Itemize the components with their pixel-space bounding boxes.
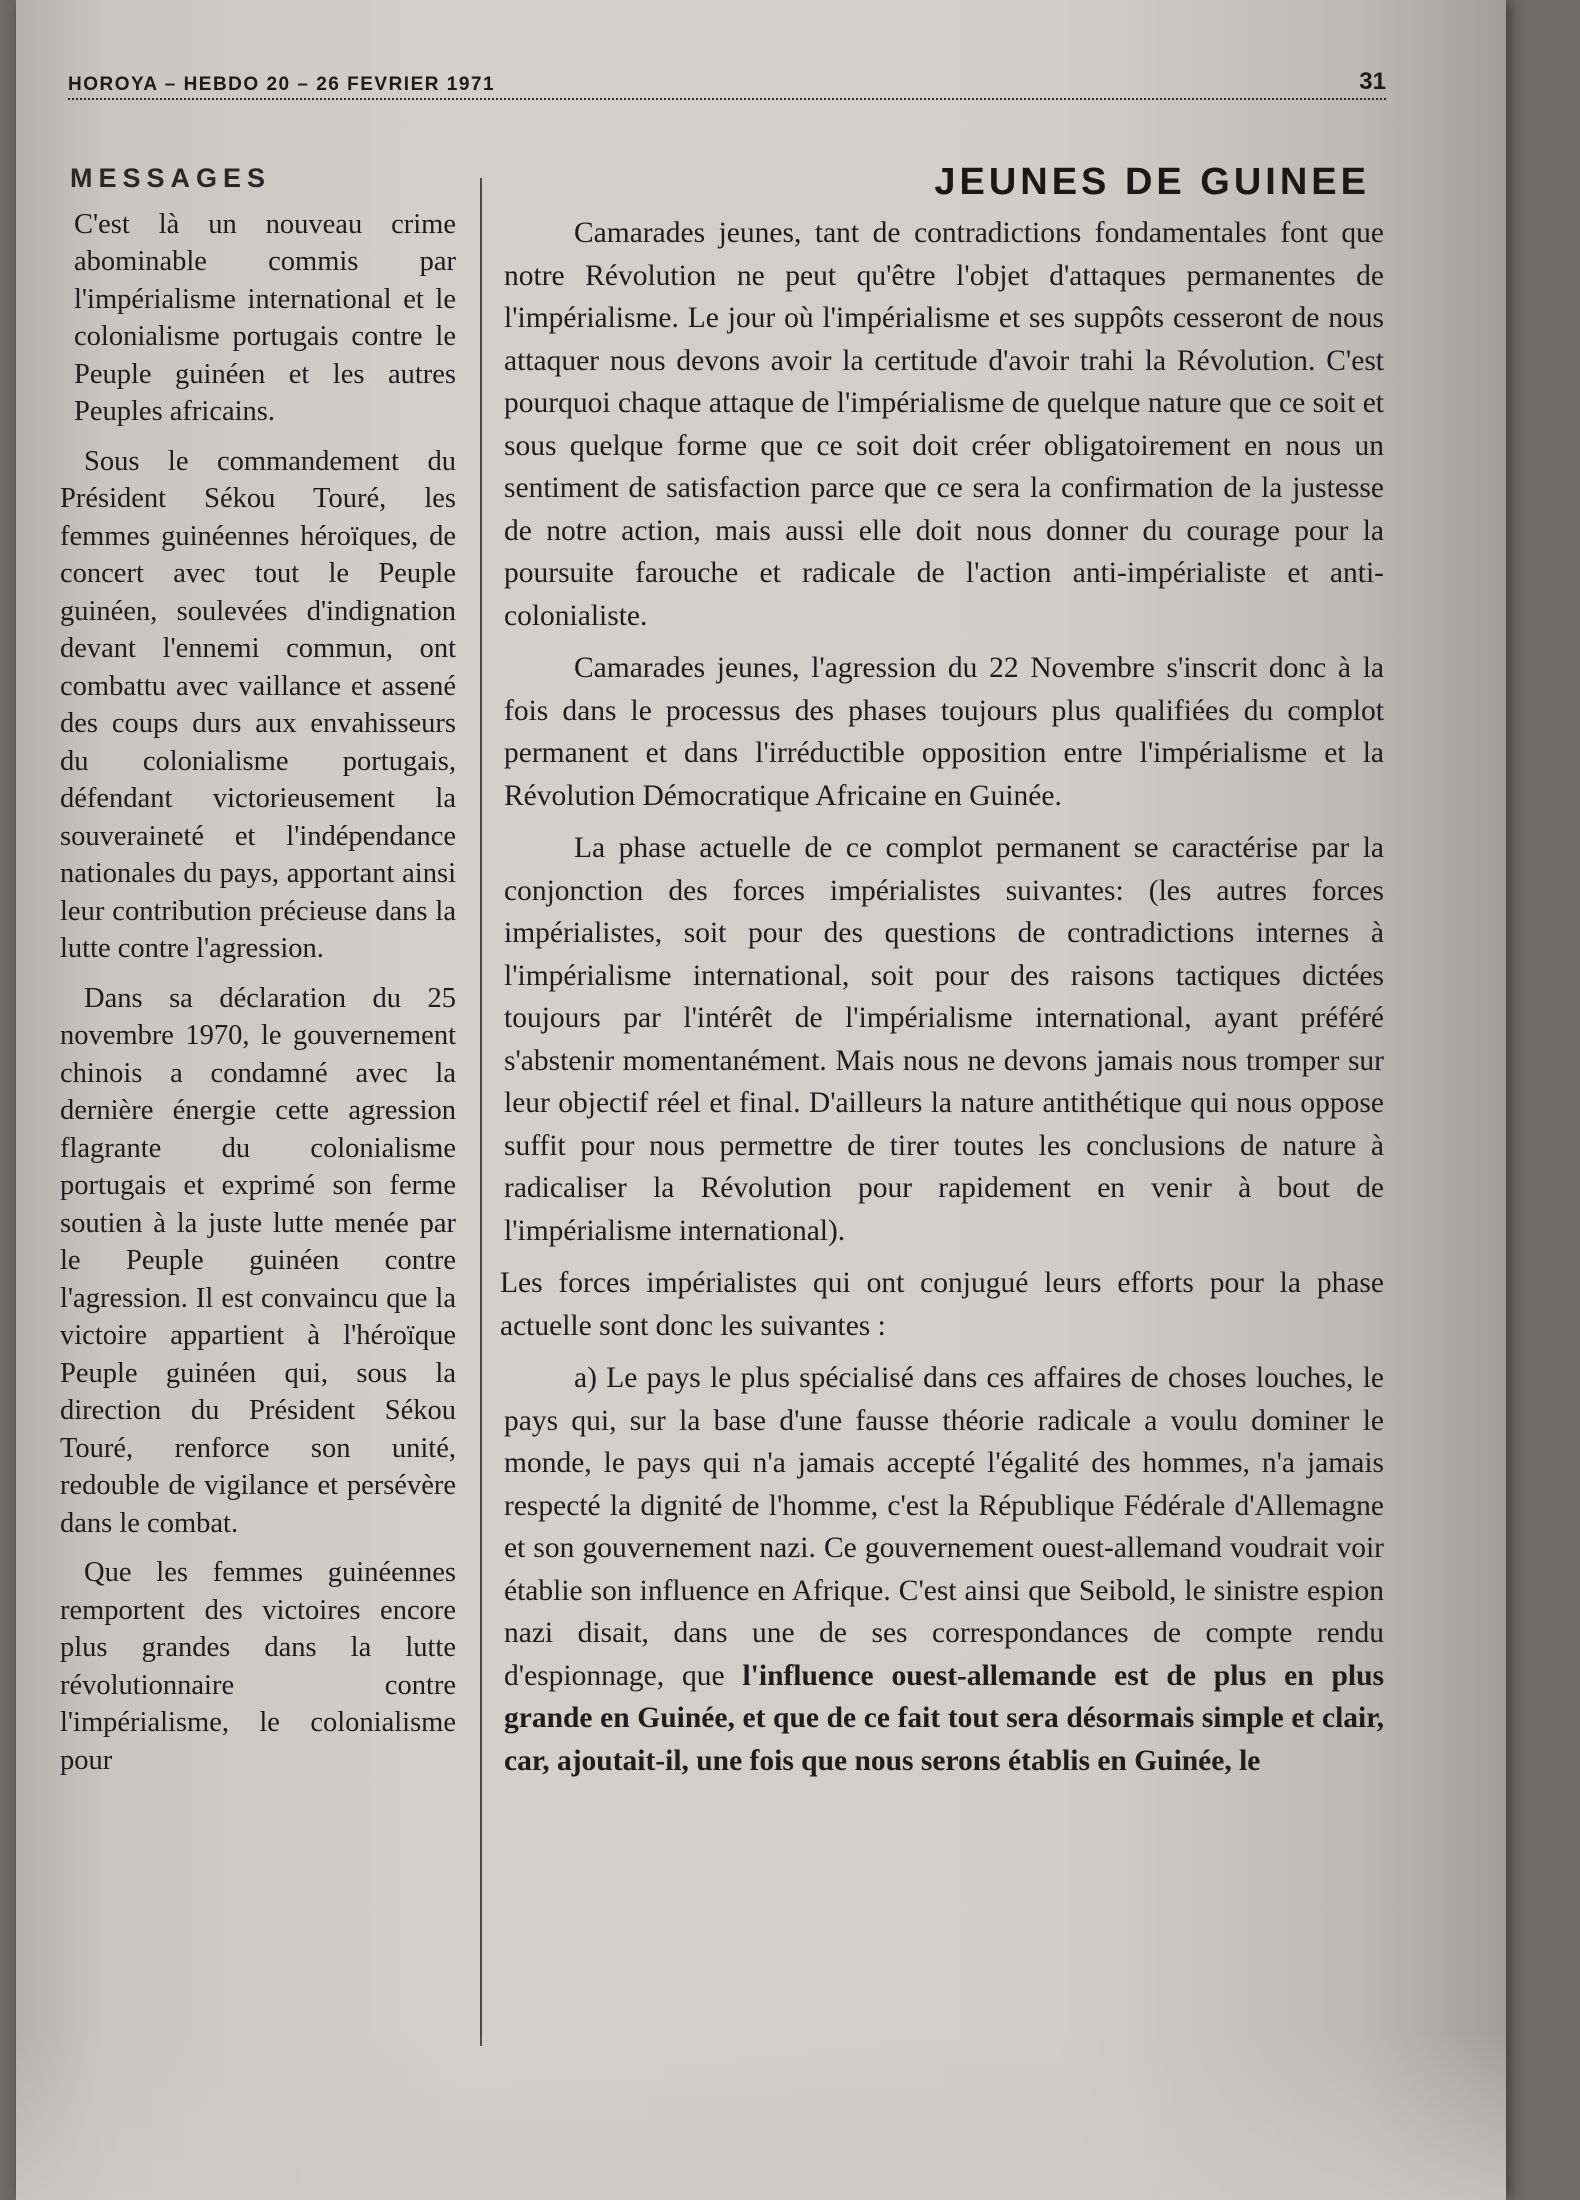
article-paragraph: Camarades jeunes, tant de contradictions fondamentales font que notre Révolution ne peut qu'être l'objet d'attaques permanentes de l'impérialisme. Le jour où l'impérialisme et ses suppôts cesseront de nous attaquer nous devons avoir la certitude d'avoir trahi la Révolution. C'est pourquoi chaque attaque de l'impérialisme de quelque nature que ce soit et sous quelque forme que ce soit doit créer obligatoirement en nous un sentiment de satisfaction parce que ce sera la confirmation de la justesse de notre action, mais aussi elle doit nous donner du courage pour la poursuite farouche et radicale de l'action anti-impérialiste et anti-colonialiste. [504, 217, 1384, 632]
article-paragraph: Camarades jeunes, l'agression du 22 Novembre s'inscrit donc à la fois dans le processus des phases toujours plus qualifiées du complot permanent et dans l'irréductible opposition entre l'impérialisme et la Révolution Démocratique Africaine en Guinée. [504, 652, 1384, 812]
article-paragraph: Les forces impérialistes qui ont conjugué leurs efforts pour la phase actuelle sont donc les suivantes : [500, 1267, 1384, 1342]
messages-paragraph: Que les femmes guinéennes remportent des victoires encore plus grandes dans la lutte révolutionnaire contre l'impérialisme, le colonialisme pour [60, 1557, 456, 1776]
item-a-bold-text: l'influence ouest-allemande est de plus en plus grande en Guinée, et que de ce fait tout sera désormais simple et clair, car, ajoutait-il, une fois que nous serons établis en Guinée, le [504, 1659, 1385, 1777]
messages-paragraph: C'est là un nouveau crime abominable commis par l'impérialisme international et le colonialisme portugais contre le Peuple guinéen et les autres Peuples africains. [74, 208, 456, 427]
item-a-text: a) Le pays le plus spécialisé dans ces affaires de choses louches, le pays qui, sur la base d'une fausse théorie radicale a voulu dominer le monde, le pays qui n'a jamais accepté l'égalité des hommes, n'a jamais respecté la dignité de l'homme, c'est la République Fédérale d'Allemagne et son gouvernement nazi. Ce gouvernement ouest-allemand voudrait voir établie son influence en Afrique. C'est ainsi que Seibold, le sinistre espion nazi disait, dans une de ses correspondances de compte rendu d'espionnage, que [504, 1362, 1384, 1692]
page-header [68, 68, 1386, 100]
page-number: 31 [1359, 68, 1386, 95]
messages-paragraph: Dans sa déclaration du 25 novembre 1970, le gouvernement chinois a condamné avec la dernière énergie cette agression flagrante du colonialisme portugais et exprimé son ferme soutien à la juste lutte menée par le Peuple guinéen contre l'agression. Il est convaincu que la victoire appartient à l'héroïque Peuple guinéen qui, sous la direction du Président Sékou Touré, renforce son unité, redouble de vigilance et persévère dans le combat. [60, 982, 456, 1539]
article-paragraph: La phase actuelle de ce complot permanent se caractérise par la conjonction des forces impérialistes suivantes: (les autres forces impérialistes, soit pour des questions de contradictions internes à l'impérialisme international, soit pour des raisons tactiques dictées toujours par l'intérêt de l'impérialisme international, ayant préféré s'abstenir momentanément. Mais nous ne devons jamais nous tromper sur leur objectif réel et final. D'ailleurs la nature antithétique qui nous oppose suffit pour nous permettre de tirer toutes les conclusions de nature à radicaliser la Révolution pour rapidement en venir à bout de l'impérialisme international). [504, 832, 1384, 1247]
article-column [500, 158, 1385, 1792]
section-title: MESSAGES [70, 163, 272, 193]
newspaper-page [16, 0, 1506, 2200]
column-divider [480, 178, 482, 2046]
messages-column [60, 160, 456, 1791]
messages-paragraph: Sous le commandement du Président Sékou Touré, les femmes guinéennes héroïques, de concert avec tout le Peuple guinéen, soulevées d'indignation devant l'ennemi commun, ont combattu avec vaillance et assené des coups durs aux envahisseurs du colonialisme portugais, défendant victorieusement la souveraineté et l'indépendance nationales du pays, apportant ainsi leur contribution précieuse dans la lutte contre l'agression. [60, 445, 456, 964]
article-item-a [504, 1357, 1384, 1782]
article-title: JEUNES DE GUINEE [934, 161, 1370, 203]
masthead: HOROYA – HEBDO 20 – 26 FEVRIER 1971 [68, 74, 496, 95]
